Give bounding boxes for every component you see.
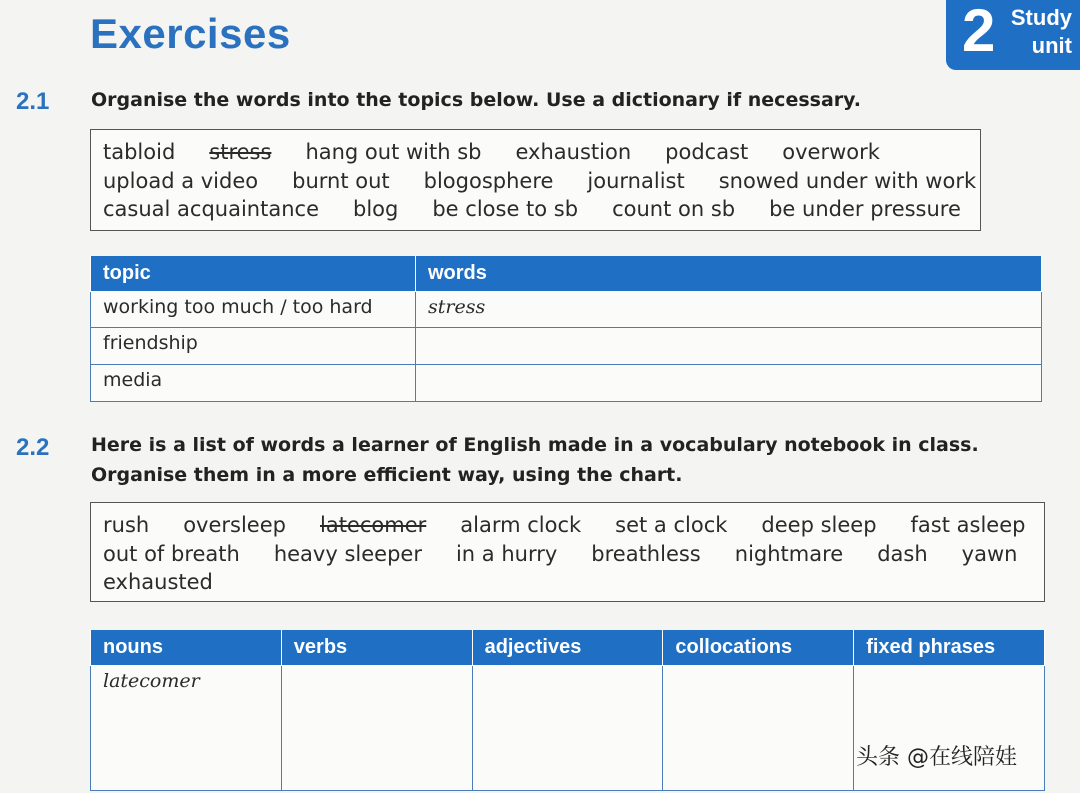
word-item: exhausted [103,570,213,594]
unit-label-unit: unit [1031,33,1072,58]
unit-label-study: Study [1010,5,1072,30]
word-line [103,167,1010,195]
word-item: exhaustion [515,140,632,164]
collocations-cell[interactable] [663,666,854,791]
column-header-verbs: verbs [281,630,472,666]
word-item: blogosphere [423,169,554,193]
word-item: in a hurry [455,542,558,566]
column-header-topic: topic [91,256,416,292]
word-item: out of breath [103,542,240,566]
topic-table [90,256,1042,402]
column-header-words: words [416,256,1042,292]
unit-number: 2 [962,0,996,64]
word-box-2-2 [90,502,1045,602]
answer-cell[interactable] [416,328,1042,365]
word-item: nightmare [734,542,844,566]
word-box-2-1 [90,129,981,231]
exercise-number-2-1: 2.1 [16,88,50,115]
unit-tab [946,0,1080,70]
exercise-2-2-instruction: Here is a list of words a learner of English made in a vocabulary notebook in class. Organise them in a more efficient way, using the chart. [91,434,979,486]
word-line [103,540,1051,568]
word-item: deep sleep [761,513,877,537]
word-item: overwork [782,140,880,164]
word-item: be close to sb [432,197,579,221]
fixed-phrases-cell[interactable] [854,666,1045,791]
table-row [91,328,1042,365]
word-item: latecomer [319,513,427,537]
word-item: oversleep [183,513,286,537]
word-item: alarm clock [460,513,582,537]
column-header-nouns: nouns [91,630,282,666]
word-item: journalist [587,169,685,193]
topic-cell: working too much / too hard [91,292,416,328]
word-item: be under pressure [769,197,961,221]
word-item: snowed under with work [718,169,977,193]
word-item: tabloid [103,140,176,164]
word-line [103,511,1059,539]
word-line [103,195,995,223]
table-row [91,365,1042,402]
table-row [91,666,1045,791]
column-header-fixed-phrases: fixed phrases [854,630,1045,666]
word-item: fast asleep [910,513,1026,537]
verbs-cell[interactable] [281,666,472,791]
nouns-cell[interactable]: latecomer [91,666,282,791]
word-line [103,568,247,596]
word-item: rush [103,513,150,537]
exercise-number-2-2: 2.2 [16,434,50,461]
word-item: upload a video [103,169,259,193]
word-item: yawn [961,542,1018,566]
word-item: burnt out [292,169,390,193]
table-row [91,292,1042,328]
column-header-adjectives: adjectives [472,630,663,666]
word-item: heavy sleeper [273,542,422,566]
word-item: stress [209,140,272,164]
answer-cell[interactable]: stress [416,292,1042,328]
watermark: 头条 @在线陪娃 [856,745,1017,770]
answer-cell[interactable] [416,365,1042,402]
exercise-2-1-instruction: Organise the words into the topics below. Use a dictionary if necessary. [91,89,862,111]
word-item: hang out with sb [305,140,482,164]
column-header-collocations: collocations [663,630,854,666]
word-item: dash [877,542,928,566]
page-title: Exercises [90,10,291,57]
adjectives-cell[interactable] [472,666,663,791]
word-item: casual acquaintance [103,197,319,221]
word-line [103,138,914,166]
word-item: set a clock [615,513,728,537]
word-item: breathless [591,542,701,566]
word-item: count on sb [612,197,736,221]
word-item: blog [353,197,399,221]
topic-cell: media [91,365,416,402]
word-item: podcast [665,140,749,164]
topic-cell: friendship [91,328,416,365]
